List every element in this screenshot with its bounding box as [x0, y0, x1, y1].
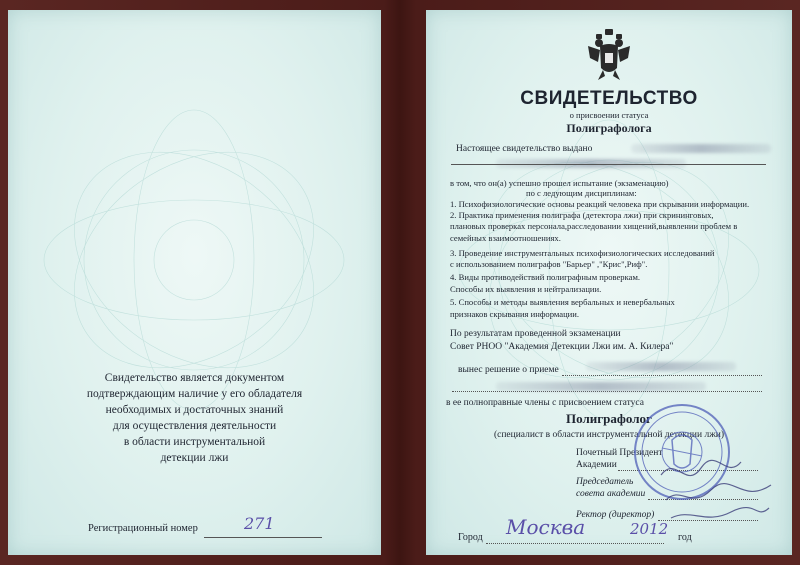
left-page: [8, 10, 381, 555]
discipline-3: 3. Проведение инструментальных психофизиологических исследований: [450, 248, 715, 258]
sign-honorary-president: Почетный Президент: [576, 448, 663, 458]
council-line: Совет РНОО "Академия Детекции Лжи им. А. Килера": [450, 342, 674, 352]
discipline-2-cont-1: плановых проверках персонала,расследовании хищений,выявлении проблем в: [450, 221, 738, 231]
year-label: год: [678, 532, 692, 543]
sign-council: совета академии: [576, 489, 646, 499]
sign-rector: Ректор (директор): [576, 510, 655, 520]
description-line-6: детекции лжи: [160, 452, 229, 464]
passed-line: в том, что он(а) успешно прошел испытание (экзаменацию): [450, 178, 669, 188]
sign-chairman: Председатель: [576, 477, 634, 487]
city-value: Москва: [506, 515, 586, 539]
right-page: [426, 10, 792, 555]
discipline-1: 1. Психофизиологические основы реакций человека при скрывании информации.: [450, 199, 750, 209]
description-line-5: в области инструментальной: [123, 436, 266, 448]
specialist-line: (специалист в области инструментальной детекции лжи): [493, 430, 725, 440]
discipline-2-cont-2: семейных взаимоотношениях.: [450, 233, 561, 243]
discipline-4: 4. Виды противодействий полиграфным проверкам.: [450, 272, 641, 282]
description-line-3: необходимых и достаточных знаний: [105, 404, 284, 416]
redacted-decision-details: [586, 362, 736, 371]
discipline-4-cont: Способы их выявления и нейтрализации.: [450, 284, 602, 294]
recipient-line: [451, 163, 766, 165]
handwritten-signatures-icon: [651, 450, 781, 530]
discipline-3-cont: с использованием полиграфов "Барьер" ,"Крис",Риф".: [450, 259, 648, 269]
discipline-2: 2. Практика применения полиграфа (детектора лжи) при скрининговых,: [450, 210, 714, 220]
certificate-subtitle: о присвоении статуса: [569, 110, 649, 120]
reg-number-label: Регистрационный номер: [88, 523, 198, 534]
year-value: 2012: [630, 520, 669, 538]
description-line-1: Свидетельство является документом: [104, 372, 285, 384]
sign-academy: Академии: [576, 460, 617, 470]
redacted-decision-details-line2: [496, 382, 706, 391]
discipline-5-cont: признаков скрывания информации.: [450, 309, 580, 319]
status-name: Полиграфолога: [566, 121, 652, 135]
city-label: Город: [458, 532, 483, 543]
redacted-recipient-name: [631, 144, 771, 153]
issued-to-label: Настоящее свидетельство выдано: [456, 144, 593, 154]
description-line-4: для осуществления деятельности: [112, 420, 277, 432]
results-line: По результатам проведенной экзаменации: [450, 329, 621, 339]
discipline-5: 5. Способы и методы выявления вербальных и невербальных: [450, 297, 675, 307]
description-line-2: подтверждающим наличие у его обладателя: [86, 388, 303, 400]
left-guilloche-pattern: [8, 10, 381, 555]
members-line: в ее полноправные члены с присвоением статуса: [446, 398, 644, 408]
decision-label: вынес решение о приеме: [458, 365, 559, 375]
disciplines-line: по с ледующим дисциплинам:: [526, 188, 637, 198]
double-headed-eagle-emblem-icon: [586, 28, 632, 84]
reg-number-value: 271: [244, 514, 275, 533]
status-name-2: Полиграфолог: [566, 411, 652, 426]
certificate-title: СВИДЕТЕЛЬСТВО: [520, 88, 698, 109]
